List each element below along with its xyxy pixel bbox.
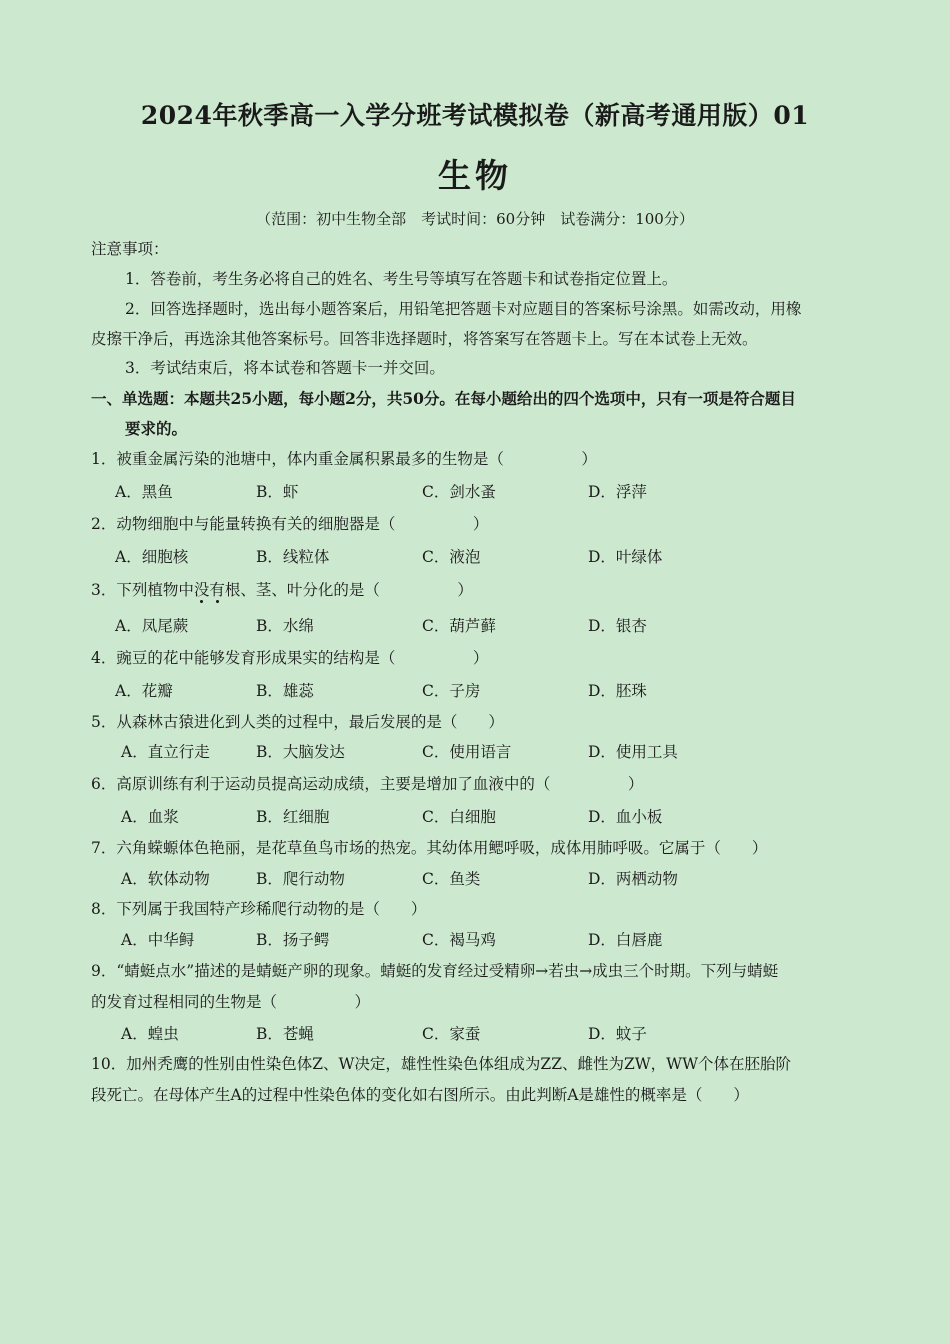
notes-heading: 注意事项：: [91, 240, 169, 258]
note-3: 3．考试结束后，将本试卷和答题卡一并交回。: [125, 359, 445, 377]
note-1: 1．答卷前，考生务必将自己的姓名、考生号等填写在答题卡和试卷指定位置上。: [125, 270, 678, 288]
section-heading-line-2: 要求的。: [125, 419, 188, 438]
question-3-option-d: D．银杏: [588, 617, 647, 635]
question-4-option-a: A．花瓣: [115, 682, 173, 700]
question-4-option-d: D．胚珠: [588, 682, 647, 700]
question-2-option-c: C．液泡: [422, 548, 481, 566]
question-7-stem: 7．六角蝾螈体色艳丽，是花草鱼鸟市场的热宠。其幼体用鳃呼吸，成体用肺呼吸。它属于（ ）: [91, 839, 768, 857]
question-1-option-a: A．黑鱼: [115, 483, 173, 501]
question-3-option-a: A．凤尾蕨: [115, 617, 189, 635]
question-1-stem: 1．被重金属污染的池塘中，体内重金属积累最多的生物是（ ）: [91, 450, 597, 468]
question-2-option-a: A．细胞核: [115, 548, 189, 566]
question-7-option-d: D．两栖动物: [588, 870, 678, 888]
question-3-stem-part: 根、茎、叶分化的是（ ）: [224, 581, 473, 599]
exam-range-info: （范围：初中生物全部 考试时间：60分钟 试卷满分：100分）: [256, 210, 694, 228]
question-8-option-c: C．褐马鸡: [422, 931, 496, 949]
question-6-stem: 6．高原训练有利于运动员提高运动成绩，主要是增加了血液中的（ ）: [91, 775, 644, 793]
question-2-stem: 2．动物细胞中与能量转换有关的细胞器是（ ）: [91, 515, 489, 533]
question-6-option-c: C．白细胞: [422, 808, 496, 826]
subject-title: 生物: [438, 156, 512, 195]
question-9-stem-line-1: 9．“蜻蜓点水”描述的是蜻蜓产卵的现象。蜻蜓的发育经过受精卵→若虫→成虫三个时期。下列与蜻蜓: [91, 962, 779, 980]
question-1-option-d: D．浮萍: [588, 483, 647, 501]
question-6-option-b: B．红细胞: [256, 808, 330, 826]
question-4-stem: 4．豌豆的花中能够发育形成果实的结构是（ ）: [91, 649, 489, 667]
question-8-option-d: D．白唇鹿: [588, 931, 663, 949]
emphasis-dot-char: 有: [209, 581, 225, 599]
question-8-stem: 8．下列属于我国特产珍稀爬行动物的是（ ）: [91, 900, 427, 918]
question-3-option-c: C．葫芦藓: [422, 617, 496, 635]
question-5-option-c: C．使用语言: [422, 743, 512, 761]
question-9-option-a: A．蝗虫: [121, 1025, 179, 1043]
question-9-stem-line-2: 的发育过程相同的生物是（ ）: [91, 993, 371, 1011]
question-8-option-b: B．扬子鳄: [256, 931, 330, 949]
question-1-option-c: C．剑水蚤: [422, 483, 496, 501]
question-2-option-b: B．线粒体: [256, 548, 330, 566]
question-3-option-b: B．水绵: [256, 617, 314, 635]
question-10-stem-line-2: 段死亡。在母体产生A的过程中性染色体的变化如右图所示。由此判断A是雄性的概率是（ ）: [91, 1086, 749, 1104]
question-6-option-d: D．血小板: [588, 808, 663, 826]
question-2-option-d: D．叶绿体: [588, 548, 663, 566]
question-5-stem: 5．从森林古猿进化到人类的过程中，最后发展的是（ ）: [91, 713, 504, 731]
question-8-option-a: A．中华鲟: [121, 931, 195, 949]
question-6-option-a: A．血浆: [121, 808, 179, 826]
question-10-stem-line-1: 10．加州秃鹰的性别由性染色体Z、W决定，雄性性染色体组成为ZZ、雌性为ZW，WW个体在胚胎阶: [91, 1055, 792, 1073]
emphasis-dot-char: 没: [193, 581, 210, 599]
question-1-option-b: B．虾: [256, 483, 299, 501]
question-7-option-b: B．爬行动物: [256, 870, 345, 888]
question-3-stem-part: 3．下列植物中: [91, 581, 194, 599]
question-9-option-c: C．家蚕: [422, 1025, 481, 1043]
question-3-stem: [91, 579, 861, 601]
question-9-option-b: B．苍蝇: [256, 1025, 314, 1043]
question-9-option-d: D．蚊子: [588, 1025, 647, 1043]
question-5-option-a: A．直立行走: [121, 743, 210, 761]
question-7-option-c: C．鱼类: [422, 870, 481, 888]
note-2-line-2: 皮擦干净后，再选涂其他答案标号。回答非选择题时，将答案写在答题卡上。写在本试卷上无效。: [91, 330, 758, 348]
question-7-option-a: A．软体动物: [121, 870, 210, 888]
note-2-line-1: 2．回答选择题时，选出每小题答案后，用铅笔把答题卡对应题目的答案标号涂黑。如需改动，用橡: [125, 300, 802, 318]
section-heading-line-1: 一、单选题：本题共25小题，每小题2分，共50分。在每小题给出的四个选项中，只有一项是符合题目: [91, 389, 796, 408]
question-5-option-d: D．使用工具: [588, 743, 678, 761]
question-5-option-b: B．大脑发达: [256, 743, 345, 761]
exam-title: 2024年秋季高一入学分班考试模拟卷（新高考通用版）01: [140, 101, 810, 130]
question-4-option-b: B．雄蕊: [256, 682, 314, 700]
question-4-option-c: C．子房: [422, 682, 481, 700]
